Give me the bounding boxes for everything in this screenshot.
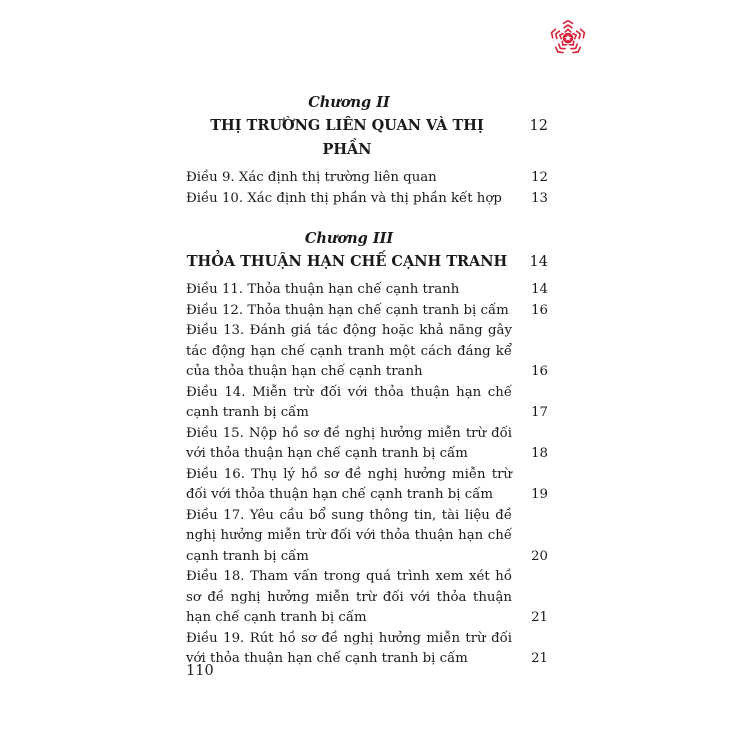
- chapter-page-number: 12: [529, 118, 548, 134]
- toc-entry: [186, 383, 548, 424]
- article-title: Điều 16. Thụ lý hồ sơ đề nghị hưởng miễn trừ đối với thỏa thuận hạn chế cạnh tranh bị cấm: [186, 466, 512, 502]
- toc-entry: [186, 424, 548, 465]
- toc-entry: [186, 629, 548, 670]
- article-title: Điều 18. Tham vấn trong quá trình xem xét hồ sơ đề nghị hưởng miễn trừ đối với thỏa thuận hạn chế cạnh tranh bị cấm: [186, 569, 512, 625]
- toc-entry: [186, 321, 548, 383]
- toc-entry: [186, 168, 548, 189]
- chapter-heading: [186, 114, 548, 162]
- article-page-number: 19: [531, 487, 548, 502]
- article-title: Điều 19. Rút hồ sơ đề nghị hưởng miễn trừ đối với thỏa thuận hạn chế cạnh tranh bị cấm: [186, 630, 512, 666]
- logo-ray: [560, 33, 563, 38]
- article-title: Điều 10. Xác định thị phần và thị phần kết hợp: [186, 190, 502, 206]
- article-page-number: 21: [531, 651, 548, 666]
- article-title: Điều 14. Miễn trừ đối với thỏa thuận hạn chế cạnh tranh bị cấm: [186, 384, 512, 420]
- toc-entry: [186, 189, 548, 210]
- article-page-number: 14: [531, 282, 548, 297]
- article-page-number: 18: [531, 446, 548, 461]
- logo-ray: [577, 31, 581, 38]
- logo-ray: [573, 33, 576, 38]
- logo-ray: [581, 29, 585, 38]
- publisher-star-logo: [544, 14, 592, 62]
- logo-ray: [563, 21, 572, 24]
- article-page-number: 20: [531, 548, 548, 564]
- table-of-contents: [186, 92, 548, 670]
- article-title: Điều 11. Thỏa thuận hạn chế cạnh tranh: [186, 282, 460, 297]
- logo-ray: [556, 31, 560, 38]
- article-title: Điều 9. Xác định thị trường liên quan: [186, 170, 437, 185]
- article-page-number: 16: [531, 302, 548, 318]
- chapter-heading: [186, 250, 548, 274]
- chapter-page-number: 14: [529, 254, 548, 270]
- toc-entry: [186, 301, 548, 322]
- article-page-number: 16: [531, 364, 548, 379]
- article-title: Điều 12. Thỏa thuận hạn chế cạnh tranh bị cấm: [186, 302, 509, 318]
- toc-entry: [186, 465, 548, 506]
- article-title: Điều 13. Đánh giá tác động hoặc khả năng gây tác động hạn chế cạnh tranh một cách đáng kể của thỏa thuận hạn chế cạnh tranh: [186, 323, 512, 379]
- logo-ray: [564, 25, 572, 28]
- chapter-title: THỊ TRƯỜNG LIÊN QUAN VÀ THỊ PHẦN: [210, 117, 484, 158]
- article-page-number: 21: [531, 610, 548, 625]
- article-page-number: 17: [531, 405, 548, 420]
- toc-entry: [186, 506, 548, 568]
- page-number: 110: [186, 663, 214, 679]
- logo-ray: [552, 29, 556, 38]
- article-title: Điều 15. Nộp hồ sơ đề nghị hưởng miễn trừ đối với thỏa thuận hạn chế cạnh tranh bị cấm: [186, 425, 512, 461]
- chapter-label: Chương III: [304, 230, 394, 247]
- logo-ray: [565, 29, 570, 31]
- article-page-number: 12: [531, 170, 548, 185]
- toc-entry: [186, 280, 548, 301]
- article-title: Điều 17. Yêu cầu bổ sung thông tin, tài liệu đề nghị hưởng miễn trừ đối với thỏa thuận hạn chế cạnh tranh bị cấm: [186, 507, 512, 564]
- article-page-number: 13: [531, 190, 548, 206]
- toc-entry: [186, 567, 548, 629]
- chapter-title: THỎA THUẬN HẠN CHẾ CẠNH TRANH: [186, 253, 508, 270]
- chapter-label: Chương II: [308, 94, 390, 111]
